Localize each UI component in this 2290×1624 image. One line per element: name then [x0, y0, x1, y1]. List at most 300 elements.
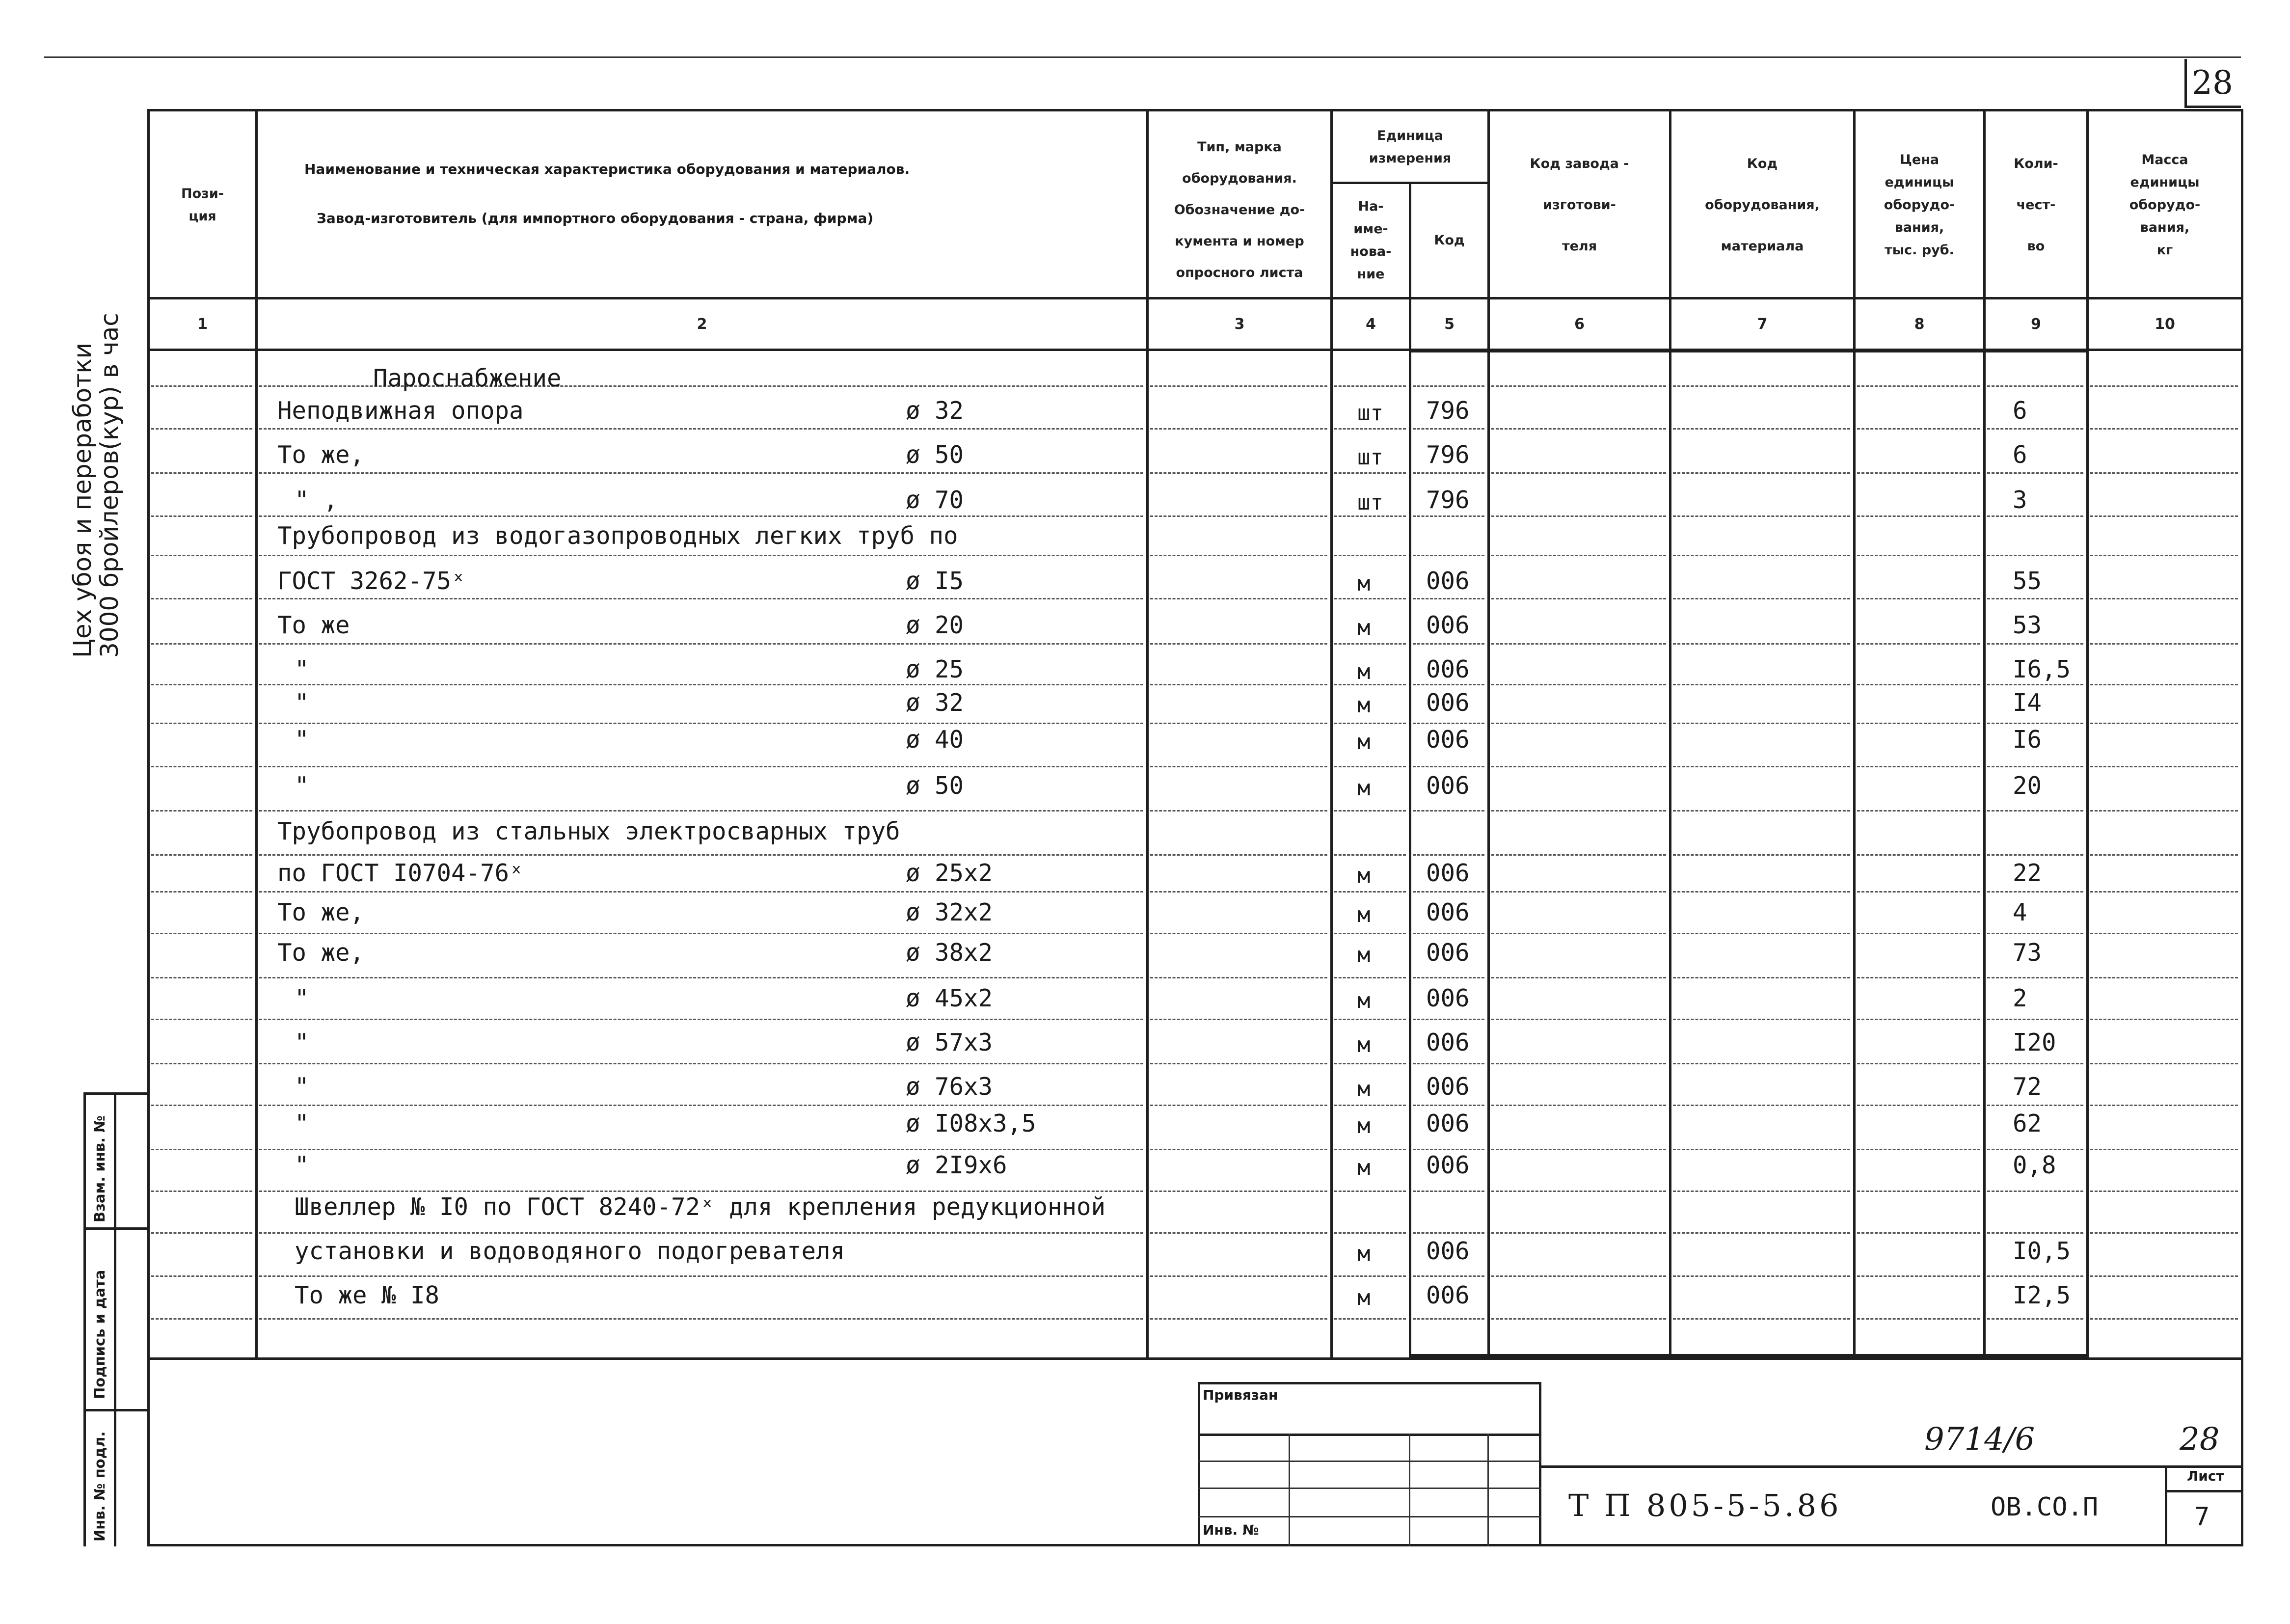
- row-divider: [1413, 1063, 1484, 1064]
- header-name-line2: Завод-изготовитель (для импортного оборудования - страна, фирма): [317, 210, 874, 226]
- row-divider: [1413, 933, 1484, 934]
- item-name: ": [295, 689, 309, 717]
- side-title-line1: Цех убоя и переработки: [68, 342, 97, 658]
- page-number: 28: [2192, 64, 2233, 102]
- row-divider: [151, 515, 252, 517]
- header-type: Тип, марка оборудования. Обозначение до- кумента и номер опросного листа: [1174, 139, 1305, 280]
- column-number: 3: [1234, 315, 1245, 333]
- quantity: 6: [2013, 441, 2027, 469]
- item-name: ": [295, 772, 309, 800]
- row-divider: [151, 1063, 252, 1064]
- row-divider: [1491, 933, 1666, 934]
- stamp-vzam-inv: Взам. инв. №: [91, 1115, 108, 1222]
- quantity: 0,8: [2013, 1151, 2056, 1179]
- header-unit-name: На- име- нова- ние: [1350, 199, 1392, 282]
- unit-name: шт: [1357, 445, 1383, 470]
- unit-code: 006: [1426, 984, 1470, 1012]
- row-divider: [1150, 933, 1327, 934]
- quantity: I4: [2013, 689, 2042, 717]
- unit-code: 006: [1426, 898, 1470, 926]
- unit-name: м: [1357, 1077, 1371, 1102]
- row-divider: [2090, 854, 2238, 856]
- row-divider: [151, 1275, 252, 1277]
- row-divider: [1673, 1275, 1850, 1277]
- row-divider: [1150, 1191, 1327, 1192]
- row-divider: [1150, 1232, 1327, 1234]
- row-divider: [1987, 385, 2083, 387]
- column-number: 8: [1914, 315, 1925, 333]
- row-divider: [1150, 1105, 1327, 1106]
- row-divider: [1987, 891, 2083, 893]
- item-dimension: ø 2I9x6: [906, 1151, 1007, 1179]
- document-code: ОВ.СО.П: [1991, 1492, 2099, 1522]
- row-divider: [1857, 385, 1980, 387]
- row-divider: [1857, 598, 1980, 599]
- row-divider: [1673, 766, 1850, 767]
- row-divider: [1334, 1232, 1406, 1234]
- row-divider: [259, 684, 1143, 685]
- row-divider: [151, 977, 252, 978]
- row-divider: [1491, 723, 1666, 724]
- row-divider: [1150, 723, 1327, 724]
- unit-name: м: [1357, 730, 1371, 755]
- unit-name: м: [1357, 988, 1371, 1013]
- row-divider: [2090, 684, 2238, 685]
- unit-name: м: [1357, 863, 1371, 888]
- item-name: ": [295, 1151, 309, 1179]
- unit-name: м: [1357, 1285, 1371, 1310]
- unit-code: 796: [1426, 441, 1470, 469]
- row-divider: [1987, 1019, 2083, 1020]
- row-divider: [1857, 766, 1980, 767]
- item-name: Трубопровод из водогазопроводных легких труб по: [277, 522, 958, 550]
- sheet-label: Лист: [2187, 1468, 2224, 1484]
- row-divider: [259, 1063, 1143, 1064]
- item-dimension: ø 32x2: [906, 898, 993, 926]
- row-divider: [1334, 810, 1406, 812]
- row-divider: [1150, 891, 1327, 893]
- row-divider: [1673, 428, 1850, 430]
- row-divider: [1673, 933, 1850, 934]
- side-title-line2: 3000 бройлеров(кур) в час: [95, 313, 124, 658]
- row-divider: [1334, 1191, 1406, 1192]
- row-divider: [1987, 1191, 2083, 1192]
- item-name: ": [295, 984, 309, 1012]
- row-divider: [151, 598, 252, 599]
- row-divider: [259, 1275, 1143, 1277]
- row-divider: [151, 428, 252, 430]
- row-divider: [1491, 891, 1666, 893]
- unit-name: м: [1357, 1032, 1371, 1057]
- quantity: I2,5: [2013, 1281, 2071, 1309]
- row-divider: [1987, 1063, 2083, 1064]
- row-divider: [1673, 1232, 1850, 1234]
- row-divider: [259, 428, 1143, 430]
- item-dimension: ø 40: [906, 726, 964, 754]
- row-divider: [2090, 515, 2238, 517]
- unit-code: 796: [1426, 486, 1470, 514]
- quantity: 53: [2013, 611, 2042, 639]
- unit-code: 006: [1426, 859, 1470, 887]
- quantity: 22: [2013, 859, 2042, 887]
- row-divider: [1413, 1275, 1484, 1277]
- row-divider: [1334, 977, 1406, 978]
- row-divider: [1413, 766, 1484, 767]
- row-divider: [1150, 472, 1327, 474]
- row-divider: [1857, 1019, 1980, 1020]
- row-divider: [1413, 1105, 1484, 1106]
- row-divider: [1334, 643, 1406, 645]
- row-divider: [1334, 933, 1406, 934]
- row-divider: [151, 766, 252, 767]
- row-divider: [1673, 891, 1850, 893]
- row-divider: [1987, 684, 2083, 685]
- row-divider: [1413, 810, 1484, 812]
- unit-name: м: [1357, 615, 1371, 640]
- row-divider: [1987, 515, 2083, 517]
- row-divider: [1987, 933, 2083, 934]
- row-divider: [2090, 1019, 2238, 1020]
- item-dimension: ø 50: [906, 772, 964, 800]
- row-divider: [1334, 766, 1406, 767]
- handwritten-number: 9714/6: [1924, 1421, 2035, 1458]
- row-divider: [1491, 428, 1666, 430]
- unit-code: 006: [1426, 689, 1470, 717]
- row-divider: [1150, 1318, 1327, 1320]
- unit-code: 006: [1426, 726, 1470, 754]
- unit-name: м: [1357, 776, 1371, 801]
- column-number: 6: [1574, 315, 1585, 333]
- item-name: ": [295, 1029, 309, 1056]
- row-divider: [1491, 472, 1666, 474]
- row-divider: [1491, 1318, 1666, 1320]
- row-divider: [1413, 1019, 1484, 1020]
- item-dimension: ø 57x3: [906, 1029, 993, 1056]
- row-divider: [1857, 1232, 1980, 1234]
- row-divider: [259, 598, 1143, 599]
- row-divider: [1334, 723, 1406, 724]
- row-divider: [1150, 854, 1327, 856]
- item-name: по ГОСТ I0704-76ˣ: [277, 859, 524, 887]
- row-divider: [2090, 385, 2238, 387]
- row-divider: [1857, 515, 1980, 517]
- row-divider: [1673, 1318, 1850, 1320]
- unit-name: м: [1357, 1113, 1371, 1138]
- row-divider: [259, 1105, 1143, 1106]
- item-name: " ,: [295, 486, 338, 514]
- row-divider: [259, 1191, 1143, 1192]
- unit-code: 006: [1426, 1110, 1470, 1137]
- unit-code: 006: [1426, 1073, 1470, 1101]
- row-divider: [151, 1149, 252, 1150]
- row-divider: [1673, 385, 1850, 387]
- row-divider: [1491, 1063, 1666, 1064]
- row-divider: [259, 891, 1143, 893]
- quantity: I0,5: [2013, 1237, 2071, 1265]
- row-divider: [151, 933, 252, 934]
- row-divider: [1491, 643, 1666, 645]
- quantity: 55: [2013, 567, 2042, 595]
- item-name: ": [295, 726, 309, 754]
- item-name: ": [295, 1073, 309, 1101]
- privyazan-label: Привязан: [1203, 1387, 1278, 1403]
- item-dimension: ø 20: [906, 611, 964, 639]
- row-divider: [151, 555, 252, 556]
- header-factory-code: Код завода - изготови- теля: [1530, 156, 1629, 254]
- row-divider: [1491, 977, 1666, 978]
- header-name-line1: Наименование и техническая характеристика оборудования и материалов.: [304, 161, 910, 177]
- row-divider: [1857, 933, 1980, 934]
- header-unit-code: Код: [1434, 233, 1465, 248]
- row-divider: [1857, 1318, 1980, 1320]
- row-divider: [2090, 723, 2238, 724]
- row-divider: [1857, 555, 1980, 556]
- unit-code: 796: [1426, 397, 1470, 425]
- quantity: I20: [2013, 1029, 2056, 1056]
- row-divider: [1673, 1149, 1850, 1150]
- row-divider: [1673, 472, 1850, 474]
- column-number: 9: [2031, 315, 2041, 333]
- quantity: 62: [2013, 1110, 2042, 1137]
- row-divider: [151, 1191, 252, 1192]
- quantity: 72: [2013, 1073, 2042, 1101]
- row-divider: [1987, 643, 2083, 645]
- row-divider: [2090, 472, 2238, 474]
- row-divider: [1491, 1149, 1666, 1150]
- item-name: То же,: [277, 898, 365, 926]
- row-divider: [1150, 977, 1327, 978]
- row-divider: [1334, 1275, 1406, 1277]
- row-divider: [2090, 1275, 2238, 1277]
- row-divider: [1857, 977, 1980, 978]
- item-dimension: ø 50: [906, 441, 964, 469]
- item-dimension: ø 25x2: [906, 859, 993, 887]
- row-divider: [1413, 515, 1484, 517]
- row-divider: [1150, 598, 1327, 599]
- row-divider: [2090, 1318, 2238, 1320]
- unit-code: 006: [1426, 1029, 1470, 1056]
- unit-code: 006: [1426, 772, 1470, 800]
- row-divider: [259, 766, 1143, 767]
- row-divider: [1413, 428, 1484, 430]
- unit-code: 006: [1426, 1151, 1470, 1179]
- unit-name: м: [1357, 1155, 1371, 1180]
- row-divider: [151, 1318, 252, 1320]
- row-divider: [1491, 385, 1666, 387]
- unit-name: м: [1357, 571, 1371, 596]
- row-divider: [151, 1105, 252, 1106]
- row-divider: [1334, 472, 1406, 474]
- row-divider: [2090, 555, 2238, 556]
- row-divider: [1150, 428, 1327, 430]
- row-divider: [259, 977, 1143, 978]
- row-divider: [151, 1232, 252, 1234]
- row-divider: [2090, 891, 2238, 893]
- row-divider: [259, 472, 1143, 474]
- row-divider: [1987, 472, 2083, 474]
- item-dimension: ø 25: [906, 655, 964, 683]
- quantity: 2: [2013, 984, 2027, 1012]
- row-divider: [151, 643, 252, 645]
- row-divider: [1491, 1232, 1666, 1234]
- row-divider: [1673, 555, 1850, 556]
- row-divider: [1150, 555, 1327, 556]
- row-divider: [1491, 1105, 1666, 1106]
- row-divider: [2090, 1191, 2238, 1192]
- unit-name: шт: [1357, 401, 1383, 426]
- item-dimension: ø 38x2: [906, 939, 993, 967]
- stamp-inv-podl: Инв. № подл.: [91, 1431, 108, 1542]
- unit-code: 006: [1426, 939, 1470, 967]
- row-divider: [1673, 1191, 1850, 1192]
- row-divider: [151, 854, 252, 856]
- row-divider: [259, 515, 1143, 517]
- row-divider: [1334, 1105, 1406, 1106]
- item-dimension: ø 32: [906, 397, 964, 425]
- row-divider: [1491, 1019, 1666, 1020]
- row-divider: [1150, 1019, 1327, 1020]
- row-divider: [1987, 1318, 2083, 1320]
- row-divider: [1150, 1275, 1327, 1277]
- row-divider: [1413, 977, 1484, 978]
- row-divider: [1673, 1105, 1850, 1106]
- quantity: 73: [2013, 939, 2042, 967]
- row-divider: [2090, 598, 2238, 599]
- row-divider: [1491, 598, 1666, 599]
- unit-code: 006: [1426, 1237, 1470, 1265]
- quantity: I6: [2013, 726, 2042, 754]
- row-divider: [259, 555, 1143, 556]
- row-divider: [1334, 598, 1406, 599]
- row-divider: [1334, 891, 1406, 893]
- item-dimension: ø I08x3,5: [906, 1110, 1036, 1137]
- item-dimension: ø 32: [906, 689, 964, 717]
- item-dimension: ø 45x2: [906, 984, 993, 1012]
- row-divider: [259, 854, 1143, 856]
- row-divider: [1987, 723, 2083, 724]
- row-divider: [259, 1149, 1143, 1150]
- row-divider: [1673, 515, 1850, 517]
- row-divider: [259, 810, 1143, 812]
- header-unit-group: Единица измерения: [1369, 128, 1452, 166]
- item-name: ": [295, 1110, 309, 1137]
- quantity: 20: [2013, 772, 2042, 800]
- row-divider: [1413, 1232, 1484, 1234]
- column-number: 10: [2155, 315, 2175, 333]
- row-divider: [2090, 643, 2238, 645]
- inv-no-label: Инв. №: [1203, 1522, 1259, 1538]
- row-divider: [1857, 891, 1980, 893]
- row-divider: [1491, 854, 1666, 856]
- row-divider: [151, 1019, 252, 1020]
- row-divider: [2090, 1105, 2238, 1106]
- item-dimension: ø 76x3: [906, 1073, 993, 1101]
- row-divider: [1150, 515, 1327, 517]
- header-mass: Масса единицы оборудо- вания, кг: [2129, 152, 2201, 258]
- row-divider: [1857, 1063, 1980, 1064]
- row-divider: [1334, 555, 1406, 556]
- row-divider: [151, 684, 252, 685]
- row-divider: [1987, 854, 2083, 856]
- row-divider: [1491, 766, 1666, 767]
- row-divider: [1857, 1105, 1980, 1106]
- item-name: То же: [277, 611, 350, 639]
- row-divider: [1673, 810, 1850, 812]
- row-divider: [1673, 977, 1850, 978]
- row-divider: [1413, 723, 1484, 724]
- row-divider: [1987, 810, 2083, 812]
- row-divider: [1334, 854, 1406, 856]
- row-divider: [1857, 643, 1980, 645]
- row-divider: [1491, 810, 1666, 812]
- row-divider: [1334, 1063, 1406, 1064]
- row-divider: [1413, 385, 1484, 387]
- stamp-podpis-data: Подпись и дата: [91, 1270, 108, 1399]
- row-divider: [1673, 684, 1850, 685]
- row-divider: [259, 933, 1143, 934]
- header-equipment-code: Код оборудования, материала: [1705, 156, 1820, 254]
- row-divider: [1413, 643, 1484, 645]
- row-divider: [1150, 766, 1327, 767]
- row-divider: [151, 385, 252, 387]
- row-divider: [1857, 854, 1980, 856]
- row-divider: [1491, 555, 1666, 556]
- row-divider: [1987, 1275, 2083, 1277]
- column-number: 5: [1444, 315, 1455, 333]
- row-divider: [1857, 810, 1980, 812]
- row-divider: [1150, 385, 1327, 387]
- quantity: 3: [2013, 486, 2027, 514]
- column-number: 4: [1366, 315, 1376, 333]
- row-divider: [1673, 598, 1850, 599]
- row-divider: [1334, 428, 1406, 430]
- row-divider: [1413, 472, 1484, 474]
- row-divider: [1150, 810, 1327, 812]
- item-name: Неподвижная опора: [277, 397, 524, 425]
- row-divider: [1491, 515, 1666, 517]
- unit-name: м: [1357, 693, 1371, 718]
- row-divider: [259, 1019, 1143, 1020]
- header-price: Цена единицы оборудо- вания, тыс. руб.: [1884, 152, 1955, 258]
- quantity: 4: [2013, 898, 2027, 926]
- row-divider: [1413, 1149, 1484, 1150]
- row-divider: [1987, 555, 2083, 556]
- handwritten-page: 28: [2180, 1421, 2220, 1458]
- item-dimension: ø 70: [906, 486, 964, 514]
- unit-name: м: [1357, 659, 1371, 684]
- row-divider: [1150, 643, 1327, 645]
- row-divider: [1673, 643, 1850, 645]
- document-number: Т П 805-5-5.86: [1568, 1488, 1842, 1523]
- row-divider: [1673, 1019, 1850, 1020]
- quantity: 6: [2013, 397, 2027, 425]
- item-name: Трубопровод из стальных электросварных труб: [277, 817, 900, 845]
- row-divider: [259, 1232, 1143, 1234]
- row-divider: [2090, 1149, 2238, 1150]
- item-name: То же № I8: [295, 1281, 440, 1309]
- unit-code: 006: [1426, 1281, 1470, 1309]
- row-divider: [1413, 891, 1484, 893]
- row-divider: [1857, 1275, 1980, 1277]
- unit-code: 006: [1426, 655, 1470, 683]
- column-number: 1: [197, 315, 208, 333]
- row-divider: [1857, 428, 1980, 430]
- row-divider: [1857, 472, 1980, 474]
- row-divider: [259, 643, 1143, 645]
- item-name: Пароснабжение: [373, 364, 562, 392]
- header-quantity: Коли- чест- во: [2014, 156, 2058, 254]
- row-divider: [1334, 385, 1406, 387]
